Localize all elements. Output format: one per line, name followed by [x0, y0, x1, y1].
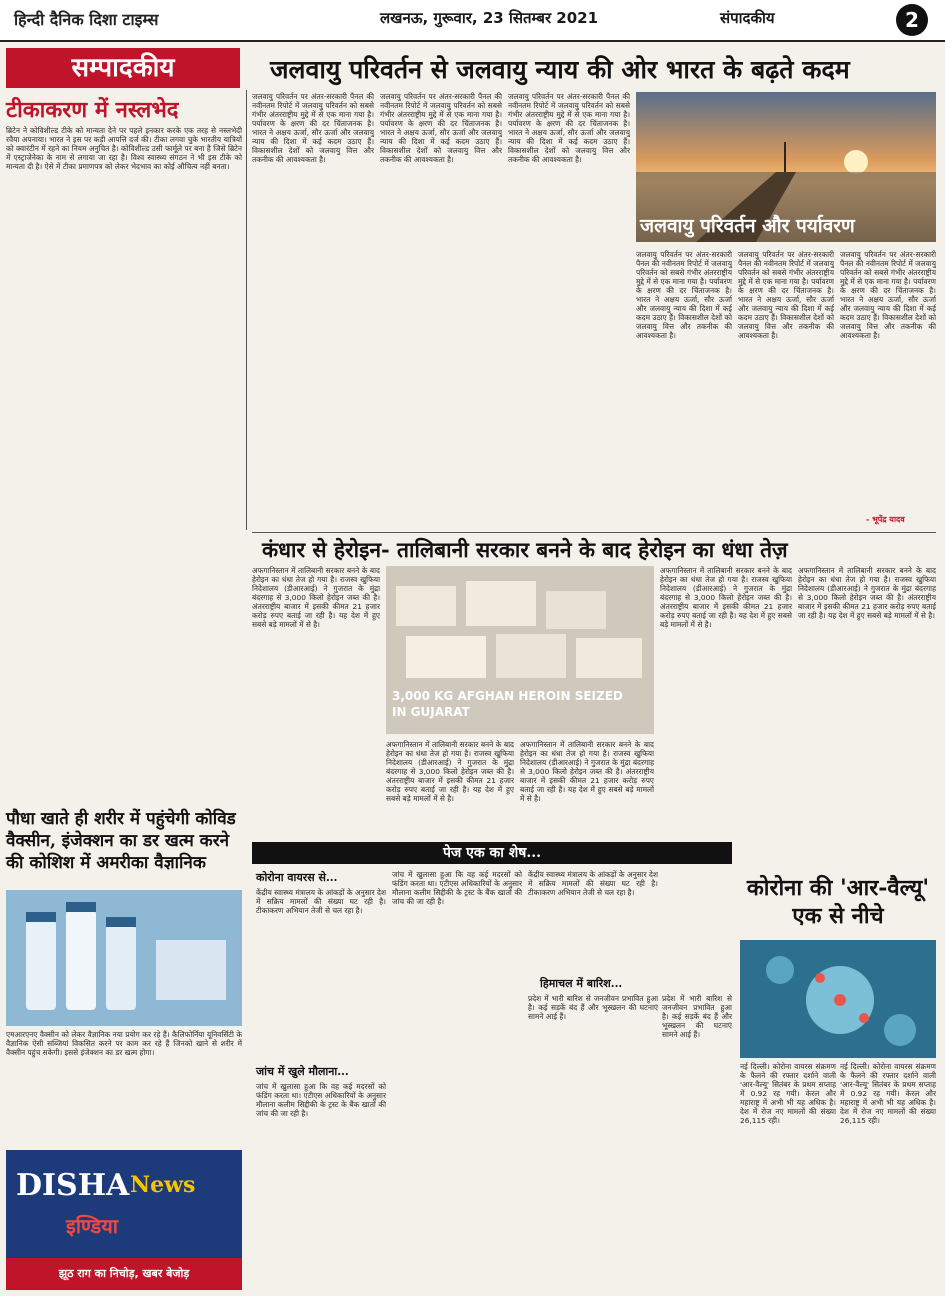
heroin-paragraph: अफगानिस्तान में तालिबानी सरकार बनने के बाद हेरोइन का धंधा तेज हो गया है। राजस्व खुफिया निदेशालय (डीआरआई) ने गुजरात के मुंद्रा बंदरगाह से 3,000 किलो हेरोइन जब्त की है। अंतरराष्ट्रीय बाजार में इसकी कीमत 21 हजार करोड़ रुपए बताई जा रही है। यह देश में हुए सबसे बड़े मामलों में से है। — [520, 740, 654, 803]
climate-photo-caption: जलवायु परिवर्तन और पर्यावरण — [640, 215, 855, 237]
heroin-paragraph: अफगानिस्तान में तालिबानी सरकार बनने के बाद हेरोइन का धंधा तेज हो गया है। राजस्व खुफिया निदेशालय (डीआरआई) ने गुजरात के मुंद्रा बंदरगाह से 3,000 किलो हेरोइन जब्त की है। अंतरराष्ट्रीय बाजार में इसकी कीमत 21 हजार करोड़ रुपए बताई जा रही है। यह देश में हुए सबसे बड़े मामलों में से है। — [386, 740, 514, 803]
sampadakiya-label: सम्पादकीय — [6, 48, 240, 88]
ad-tagline: झूठ राग का निचोड़, खबर बेजोड़ — [6, 1258, 242, 1290]
maulana-paragraph: जांच में खुलासा हुआ कि वह कई मदरसों को फंडिंग करता था। एटीएस अधिकारियों के अनुसार मौलाना कलीम सिद्दीकी के ट्रस्ट के बैंक खातों की जांच की जा रही है। — [256, 1082, 386, 1118]
continuation-col3 — [528, 870, 658, 970]
himachal-body — [528, 994, 658, 1290]
editorial-body — [6, 126, 242, 802]
corona-body — [256, 888, 386, 1058]
disha-news-ad — [6, 1150, 242, 1290]
editorial-headline: टीकाकरण में नस्लभेद — [6, 97, 179, 123]
climate-paragraph: जलवायु परिवर्तन पर अंतर-सरकारी पैनल की नवीनतम रिपोर्ट में जलवायु परिवर्तन को सबसे गंभीर अंतरराष्ट्रीय मुद्दे में से एक माना गया है। पर्यावरण के क्षरण की दर चिंताजनक है। भारत ने अक्षय ऊर्जा, सौर ऊर्जा और जलवायु न्याय की दिशा में कई कदम उठाए हैं। विकासशील देशों को जलवायु वित्त और तकनीक की आवश्यकता है। — [508, 92, 630, 164]
vaccine-paragraph: एमआरएनए वैक्सीन को लेकर वैज्ञानिक नया प्रयोग कर रहे हैं। कैलिफोर्निया यूनिवर्सिटी के वैज्ञानिक ऐसी सब्जियां विकसित करने पर काम कर रहे हैं जिनको खाने से शरीर में वैक्सीन पहुंच सकेगी। इससे इंजेक्शन का डर खत्म होगा। — [6, 1030, 242, 1057]
climate-paragraph: जलवायु परिवर्तन पर अंतर-सरकारी पैनल की नवीनतम रिपोर्ट में जलवायु परिवर्तन को सबसे गंभीर अंतरराष्ट्रीय मुद्दे में से एक माना गया है। पर्यावरण के क्षरण की दर चिंताजनक है। भारत ने अक्षय ऊर्जा, सौर ऊर्जा और जलवायु न्याय की दिशा में कई कदम उठाए हैं। विकासशील देशों को जलवायु वित्त और तकनीक की आवश्यकता है। — [738, 250, 834, 340]
climate-paragraph: जलवायु परिवर्तन पर अंतर-सरकारी पैनल की नवीनतम रिपोर्ट में जलवायु परिवर्तन को सबसे गंभीर अंतरराष्ट्रीय मुद्दे में से एक माना गया है। पर्यावरण के क्षरण की दर चिंताजनक है। भारत ने अक्षय ऊर्जा, सौर ऊर्जा और जलवायु न्याय की दिशा में कई कदम उठाए हैं। विकासशील देशों को जलवायु वित्त और तकनीक की आवश्यकता है। — [252, 92, 374, 164]
maulana-body — [256, 1082, 386, 1290]
heroin-caption-text: 3,000 KG AFGHAN HEROIN SEIZED IN GUJARAT — [392, 689, 623, 719]
coronavirus-image — [740, 940, 936, 1058]
climate-body-col3 — [508, 92, 630, 530]
himachal-paragraph: प्रदेश में भारी बारिश से जनजीवन प्रभावित हुआ है। कई सड़कें बंद हैं और भूस्खलन की घटनाएं सामने आई हैं। — [528, 994, 658, 1021]
vaccine-headline: पौधा खाते ही शरीर में पहुंचेगी कोविड वैक्सीन, इंजेक्शन का डर खत्म करने की कोशिश में अमरीका वैज्ञानिक — [6, 809, 236, 873]
vaccine-vials-image — [6, 890, 242, 1026]
continuation-paragraph: केंद्रीय स्वास्थ्य मंत्रालय के आंकड़ों के अनुसार देश में सक्रिय मामलों की संख्या घट रही है। टीकाकरण अभियान तेजी से चल रहा है। — [528, 870, 658, 897]
heroin-paragraph: अफगानिस्तान में तालिबानी सरकार बनने के बाद हेरोइन का धंधा तेज हो गया है। राजस्व खुफिया निदेशालय (डीआरआई) ने गुजरात के मुंद्रा बंदरगाह से 3,000 किलो हेरोइन जब्त की है। अंतरराष्ट्रीय बाजार में इसकी कीमत 21 हजार करोड़ रुपए बताई जा रही है। यह देश में हुए सबसे बड़े मामलों में से है। — [660, 566, 792, 629]
climate-body-col5 — [738, 250, 834, 530]
ad-brand-news: News — [130, 1172, 196, 1198]
climate-author: - भूपेंद्र यादव — [866, 515, 905, 524]
maulana-paragraph: जांच में खुलासा हुआ कि वह कई मदरसों को फंडिंग करता था। एटीएस अधिकारियों के अनुसार मौलाना कलीम सिद्दीकी के ट्रस्ट के बैंक खातों की जांच की जा रही है। — [392, 870, 522, 906]
dateline: लखनऊ, गुरूवार, 23 सितम्बर 2021 — [380, 9, 599, 27]
heroin-body-col3 — [520, 740, 654, 838]
corona-paragraph: केंद्रीय स्वास्थ्य मंत्रालय के आंकड़ों के अनुसार देश में सक्रिय मामलों की संख्या घट रही है। टीकाकरण अभियान तेजी से चल रहा है। — [256, 888, 386, 915]
column-divider — [246, 90, 247, 530]
heroin-body-col1 — [252, 566, 380, 838]
page-number: 2 — [896, 4, 928, 36]
vaccine-body — [6, 1030, 242, 1140]
corona-subheading: कोरोना वायरस से... — [256, 871, 338, 884]
r-value-paragraph: नई दिल्ली। कोरोना वायरस संक्रमण के फैलने की रफ्तार दर्शाने वाली 'आर-वैल्यू' सितंबर के प्रथम सप्ताह में 0.92 रह गयी। केरल और महाराष्ट्र में अभी भी यह अधिक है। देश में रोज नए मामलों की संख्या 26,115 रही। — [740, 1062, 836, 1125]
himachal-body-col2 — [662, 994, 732, 1290]
r-value-headline: कोरोना की 'आर-वैल्यू' एक से नीचे — [746, 875, 930, 929]
r-value-paragraph: नई दिल्ली। कोरोना वायरस संक्रमण के फैलने की रफ्तार दर्शाने वाली 'आर-वैल्यू' सितंबर के प्रथम सप्ताह में 0.92 रह गयी। केरल और महाराष्ट्र में अभी भी यह अधिक है। देश में रोज नए मामलों की संख्या 26,115 रही। — [840, 1062, 936, 1125]
section-rule — [252, 532, 936, 533]
climate-paragraph: जलवायु परिवर्तन पर अंतर-सरकारी पैनल की नवीनतम रिपोर्ट में जलवायु परिवर्तन को सबसे गंभीर अंतरराष्ट्रीय मुद्दे में से एक माना गया है। पर्यावरण के क्षरण की दर चिंताजनक है। भारत ने अक्षय ऊर्जा, सौर ऊर्जा और जलवायु न्याय की दिशा में कई कदम उठाए हैं। विकासशील देशों को जलवायु वित्त और तकनीक की आवश्यकता है। — [636, 250, 732, 340]
heroin-headline: कंधार से हेरोइन- तालिबानी सरकार बनने के बाद हेरोइन का धंधा तेज़ — [262, 537, 788, 562]
section-label: संपादकीय — [720, 9, 775, 27]
heroin-photo-caption — [392, 688, 632, 720]
page-continuation-banner: पेज एक का शेष... — [252, 842, 732, 864]
climate-paragraph: जलवायु परिवर्तन पर अंतर-सरकारी पैनल की नवीनतम रिपोर्ट में जलवायु परिवर्तन को सबसे गंभीर अंतरराष्ट्रीय मुद्दे में से एक माना गया है। पर्यावरण के क्षरण की दर चिंताजनक है। भारत ने अक्षय ऊर्जा, सौर ऊर्जा और जलवायु न्याय की दिशा में कई कदम उठाए हैं। विकासशील देशों को जलवायु वित्त और तकनीक की आवश्यकता है। — [840, 250, 936, 340]
editorial-paragraph: ब्रिटेन ने कोविशील्ड टीके को मान्यता देने पर पहले इनकार करके एक तरह से नस्लभेदी रवैया अपनाया। भारत ने इस पर कड़ी आपत्ति दर्ज की। टीका लगवा चुके भारतीय यात्रियों को क्वारंटीन में रहने का नियम अनुचित है। कोविशील्ड उसी फार्मूले पर बना है जिसे ब्रिटेन में एस्ट्राजेनेका के नाम से लगाया जा रहा है। विश्व स्वास्थ्य संगठन ने भी इस टीके को मान्यता दी है। ऐसे में टीका प्रमाणपत्र को लेकर भेदभाव का कोई औचित्य नहीं बनता। — [6, 126, 242, 171]
virus-photo — [740, 940, 936, 1058]
heroin-body-col2 — [386, 740, 514, 838]
paper-name: हिन्दी दैनिक दिशा टाइम्स — [14, 10, 159, 29]
climate-paragraph: जलवायु परिवर्तन पर अंतर-सरकारी पैनल की नवीनतम रिपोर्ट में जलवायु परिवर्तन को सबसे गंभीर अंतरराष्ट्रीय मुद्दे में से एक माना गया है। पर्यावरण के क्षरण की दर चिंताजनक है। भारत ने अक्षय ऊर्जा, सौर ऊर्जा और जलवायु न्याय की दिशा में कई कदम उठाए हैं। विकासशील देशों को जलवायु वित्त और तकनीक की आवश्यकता है। — [380, 92, 502, 164]
r-value-body-col1 — [740, 1062, 836, 1290]
himachal-subheading: हिमाचल में बारिश... — [540, 977, 623, 990]
maulana-subheading: जांच में खुले मौलाना... — [256, 1065, 349, 1078]
heroin-body-col4 — [660, 566, 792, 838]
ad-brand-disha: DISHA — [16, 1168, 130, 1203]
heroin-body-col5 — [798, 566, 936, 838]
himachal-paragraph: प्रदेश में भारी बारिश से जनजीवन प्रभावित हुआ है। कई सड़कें बंद हैं और भूस्खलन की घटनाएं सामने आई हैं। — [662, 994, 732, 1039]
climate-headline: जलवायु परिवर्तन से जलवायु न्याय की ओर भारत के बढ़ते कदम — [270, 55, 850, 84]
heroin-paragraph: अफगानिस्तान में तालिबानी सरकार बनने के बाद हेरोइन का धंधा तेज हो गया है। राजस्व खुफिया निदेशालय (डीआरआई) ने गुजरात के मुंद्रा बंदरगाह से 3,000 किलो हेरोइन जब्त की है। अंतरराष्ट्रीय बाजार में इसकी कीमत 21 हजार करोड़ रुपए बताई जा रही है। यह देश में हुए सबसे बड़े मामलों में से है। — [252, 566, 380, 629]
climate-body-col6 — [840, 250, 936, 510]
vaccine-photo — [6, 890, 242, 1026]
heroin-paragraph: अफगानिस्तान में तालिबानी सरकार बनने के बाद हेरोइन का धंधा तेज हो गया है। राजस्व खुफिया निदेशालय (डीआरआई) ने गुजरात के मुंद्रा बंदरगाह से 3,000 किलो हेरोइन जब्त की है। अंतरराष्ट्रीय बाजार में इसकी कीमत 21 हजार करोड़ रुपए बताई जा रही है। यह देश में हुए सबसे बड़े मामलों में से है। — [798, 566, 936, 620]
maulana-body-col2 — [392, 870, 522, 1290]
climate-body-col2 — [380, 92, 502, 530]
climate-body-col4 — [636, 250, 732, 530]
r-value-body-col2 — [840, 1062, 936, 1290]
climate-body-col1 — [252, 92, 374, 530]
ad-sub: इण्डिया — [66, 1214, 118, 1238]
